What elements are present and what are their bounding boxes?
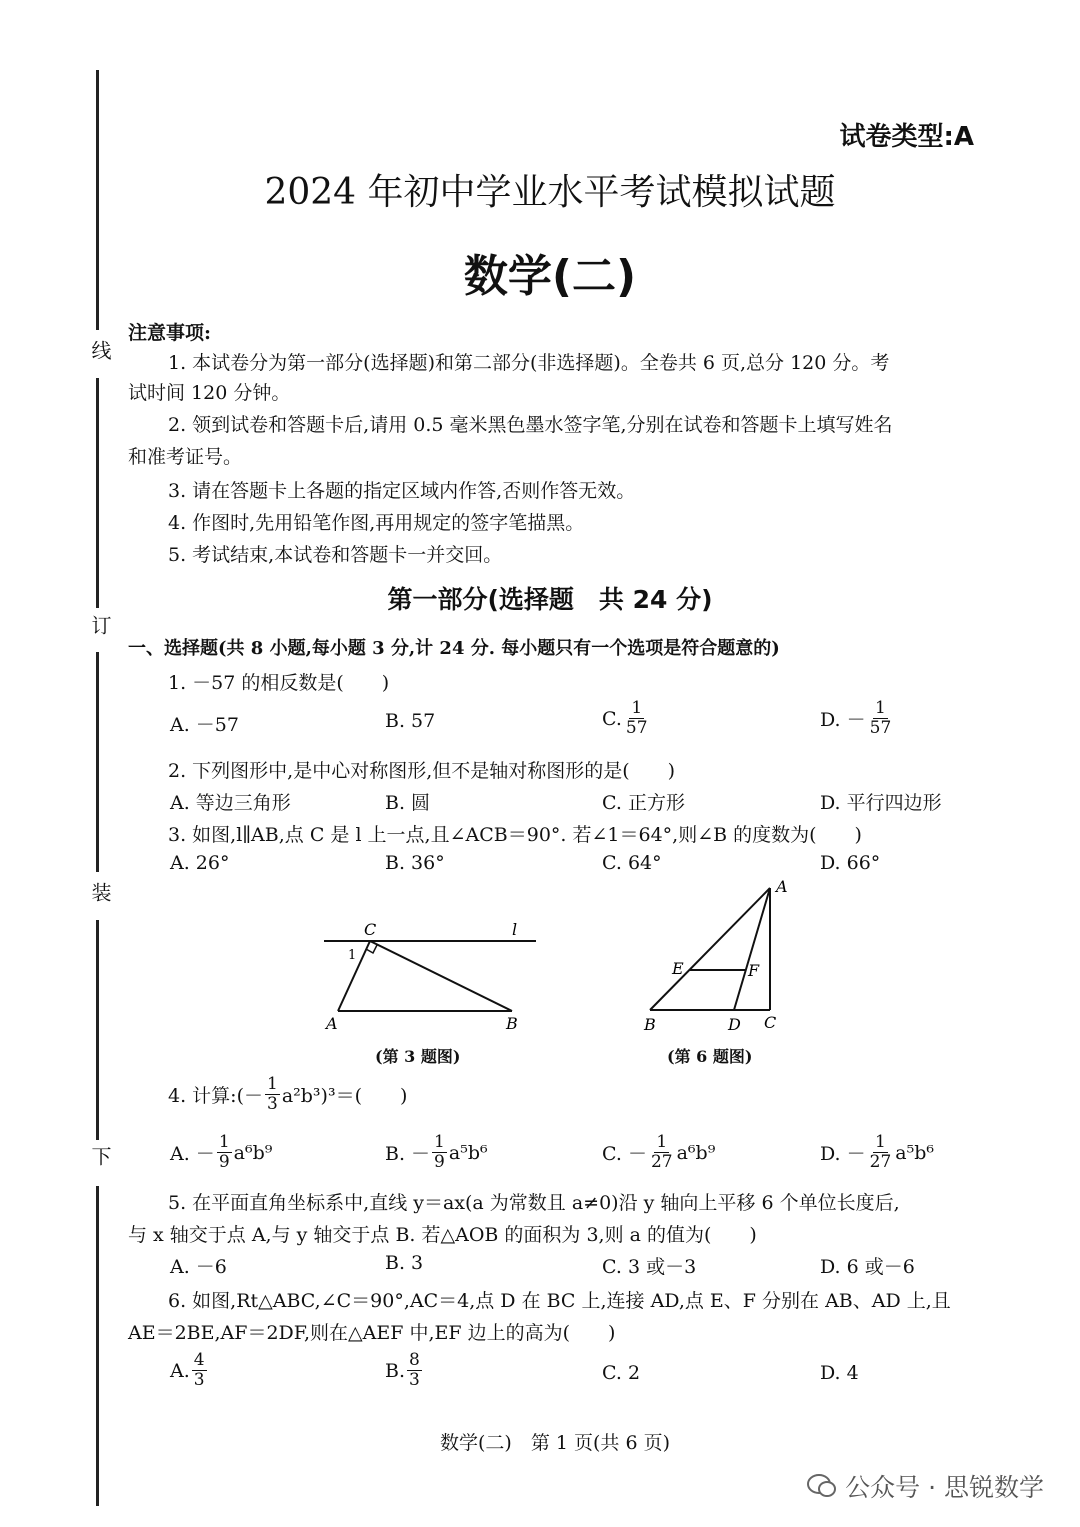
numerator: 4	[193, 1350, 205, 1370]
label-c: C	[764, 1013, 777, 1032]
q4-stem-suffix: a²b³)³＝( )	[281, 1085, 408, 1107]
part1-instructions: 一、选择题(共 8 小题,每小题 3 分,计 24 分. 每小题只有一个选项是符合题意的)	[128, 638, 780, 659]
part1-title: 第一部分(选择题 共 24 分)	[387, 585, 713, 614]
q4-option-a	[170, 1134, 272, 1171]
label-b: B	[506, 1014, 518, 1033]
q3-option-c: C. 64°	[602, 852, 662, 874]
q2-option-a: A. 等边三角形	[170, 792, 291, 814]
q4-option-c-suffix: a⁶b⁹	[676, 1141, 716, 1164]
q5-option-b: B. 3	[385, 1252, 424, 1274]
fraction	[649, 1134, 675, 1171]
denominator: 27	[869, 1152, 892, 1172]
numerator: 1	[875, 698, 886, 718]
notice-item-2-cont: 和准考证号。	[128, 446, 243, 468]
notice-item-5: 5. 考试结束,本试卷和答题卡一并交回。	[168, 544, 503, 566]
page-footer: 数学(二) 第 1 页(共 6 页)	[440, 1432, 670, 1454]
q4-option-c-prefix: C. －	[602, 1143, 647, 1165]
numerator: 1	[656, 1132, 668, 1152]
q5-option-a: A. －6	[170, 1256, 227, 1278]
fraction	[217, 1134, 232, 1171]
q6-option-c: C. 2	[602, 1362, 641, 1384]
binding-line	[96, 378, 99, 608]
q4-option-c	[602, 1134, 715, 1171]
denominator: 57	[869, 718, 892, 738]
q2-option-c: C. 正方形	[602, 792, 685, 814]
fraction	[868, 700, 894, 737]
figure-6-caption: (第 6 题图)	[667, 1047, 753, 1066]
q3-option-a: A. 26°	[170, 852, 230, 874]
numerator: 8	[409, 1350, 420, 1370]
q3-option-d: D. 66°	[820, 852, 881, 874]
denominator: 3	[266, 1094, 278, 1114]
label-l: l	[512, 920, 518, 939]
notice-item-1: 1. 本试卷分为第一部分(选择题)和第二部分(非选择题)。全卷共 6 页,总分 120 分。考	[168, 352, 890, 374]
q2-stem: 2. 下列图形中,是中心对称图形,但不是轴对称图形的是( )	[168, 760, 676, 782]
paper-type-label: 试卷类型:A	[839, 122, 974, 152]
q4-option-a-prefix: A. －	[170, 1143, 215, 1165]
notice-item-3: 3. 请在答题卡上各题的指定区域内作答,否则作答无效。	[168, 480, 636, 502]
notice-heading: 注意事项:	[128, 322, 212, 344]
binding-char-xia: 下	[88, 1146, 112, 1166]
subject-title: 数学(二)	[463, 251, 637, 302]
label-a: A	[326, 1014, 338, 1033]
q4-option-d	[820, 1134, 934, 1171]
q4-option-b	[385, 1134, 488, 1171]
q6-stem: 6. 如图,Rt△ABC,∠C＝90°,AC＝4,点 D 在 BC 上,连接 AD,点 E、F 分别在 AB、AD 上,且	[168, 1290, 951, 1312]
numerator: 1	[875, 1132, 886, 1152]
q3-option-b: B. 36°	[385, 852, 445, 874]
numerator: 1	[434, 1132, 445, 1152]
q4-option-b-prefix: B. －	[385, 1143, 431, 1165]
q4-option-d-prefix: D. －	[820, 1143, 866, 1165]
denominator: 9	[434, 1152, 445, 1172]
q2-option-d: D. 平行四边形	[820, 792, 942, 814]
q1-option-c-prefix: C.	[602, 707, 622, 730]
q6-option-b	[385, 1352, 424, 1389]
denominator: 3	[193, 1370, 205, 1390]
fraction	[624, 700, 650, 737]
q1-stem: 1. －57 的相反数是( )	[168, 672, 390, 694]
q6-stem-cont: AE＝2BE,AF＝2DF,则在△AEF 中,EF 边上的高为( )	[128, 1322, 616, 1344]
q5-option-d: D. 6 或－6	[820, 1256, 915, 1278]
fraction	[868, 1134, 894, 1171]
watermark	[807, 1468, 1044, 1504]
wechat-icon	[807, 1473, 837, 1499]
q1-option-c	[602, 700, 652, 737]
fraction	[265, 1076, 280, 1113]
numerator: 1	[218, 1132, 230, 1152]
fraction	[432, 1134, 447, 1171]
numerator: 1	[266, 1074, 278, 1094]
q1-option-b: B. 57	[385, 710, 436, 732]
exam-title: 2024 年初中学业水平考试模拟试题	[264, 172, 836, 213]
label-a: A	[776, 878, 788, 896]
denominator: 3	[409, 1370, 420, 1390]
q6-option-d: D. 4	[820, 1362, 859, 1384]
q5-stem-cont: 与 x 轴交于点 A,与 y 轴交于点 B. 若△AOB 的面积为 3,则 a 的值为( )	[128, 1224, 757, 1246]
segment-cb	[370, 941, 512, 1011]
binding-line	[96, 1186, 99, 1506]
q3-stem: 3. 如图,l∥AB,点 C 是 l 上一点,且∠ACB＝90°. 若∠1＝64°,则∠B 的度数为( )	[168, 824, 862, 846]
denominator: 57	[625, 718, 648, 738]
label-d: D	[728, 1015, 741, 1034]
figure-3-caption: (第 3 题图)	[375, 1047, 461, 1066]
q6-option-a	[170, 1352, 209, 1389]
q6-option-b-prefix: B.	[385, 1359, 406, 1382]
binding-line	[96, 652, 99, 872]
q1-option-d	[820, 700, 895, 737]
denominator: 27	[650, 1152, 673, 1172]
label-b: B	[644, 1015, 656, 1034]
fraction	[407, 1352, 422, 1389]
watermark-text: 公众号 · 思锐数学	[845, 1473, 1044, 1502]
figure-3-diagram	[320, 915, 540, 1035]
notice-item-2: 2. 领到试卷和答题卡后,请用 0.5 毫米黑色墨水签字笔,分别在试卷和答题卡上填写姓名	[168, 414, 893, 436]
q4-option-d-suffix: a⁵b⁶	[895, 1141, 935, 1164]
binding-char-ding: 订	[88, 615, 112, 635]
q6-option-a-prefix: A.	[170, 1359, 190, 1382]
fraction	[192, 1352, 207, 1389]
label-f: F	[748, 961, 760, 980]
label-e: E	[672, 959, 684, 978]
binding-char-xian: 线	[88, 340, 112, 360]
q4-stem-prefix: 4. 计算:(－	[168, 1085, 263, 1107]
q4-option-b-suffix: a⁵b⁶	[448, 1141, 488, 1164]
q1-option-d-prefix: D. －	[820, 709, 866, 731]
denominator: 9	[218, 1152, 230, 1172]
q4-stem	[168, 1076, 407, 1113]
binding-char-zhuang: 装	[88, 882, 112, 902]
q5-option-c: C. 3 或－3	[602, 1256, 697, 1278]
notice-item-4: 4. 作图时,先用铅笔作图,再用规定的签字笔描黑。	[168, 512, 585, 534]
label-angle-1: 1	[348, 948, 357, 963]
q1-option-a: A. －57	[170, 714, 239, 736]
q5-stem: 5. 在平面直角坐标系中,直线 y＝ax(a 为常数且 a≠0)沿 y 轴向上平移 6 个单位长度后,	[168, 1192, 900, 1214]
label-c: C	[364, 920, 377, 939]
q2-option-b: B. 圆	[385, 792, 431, 814]
numerator: 1	[631, 698, 643, 718]
figure-6-diagram	[640, 878, 800, 1038]
binding-line	[96, 920, 99, 1140]
notice-item-1-cont: 试时间 120 分钟。	[128, 382, 291, 404]
q4-option-a-suffix: a⁶b⁹	[233, 1141, 273, 1164]
